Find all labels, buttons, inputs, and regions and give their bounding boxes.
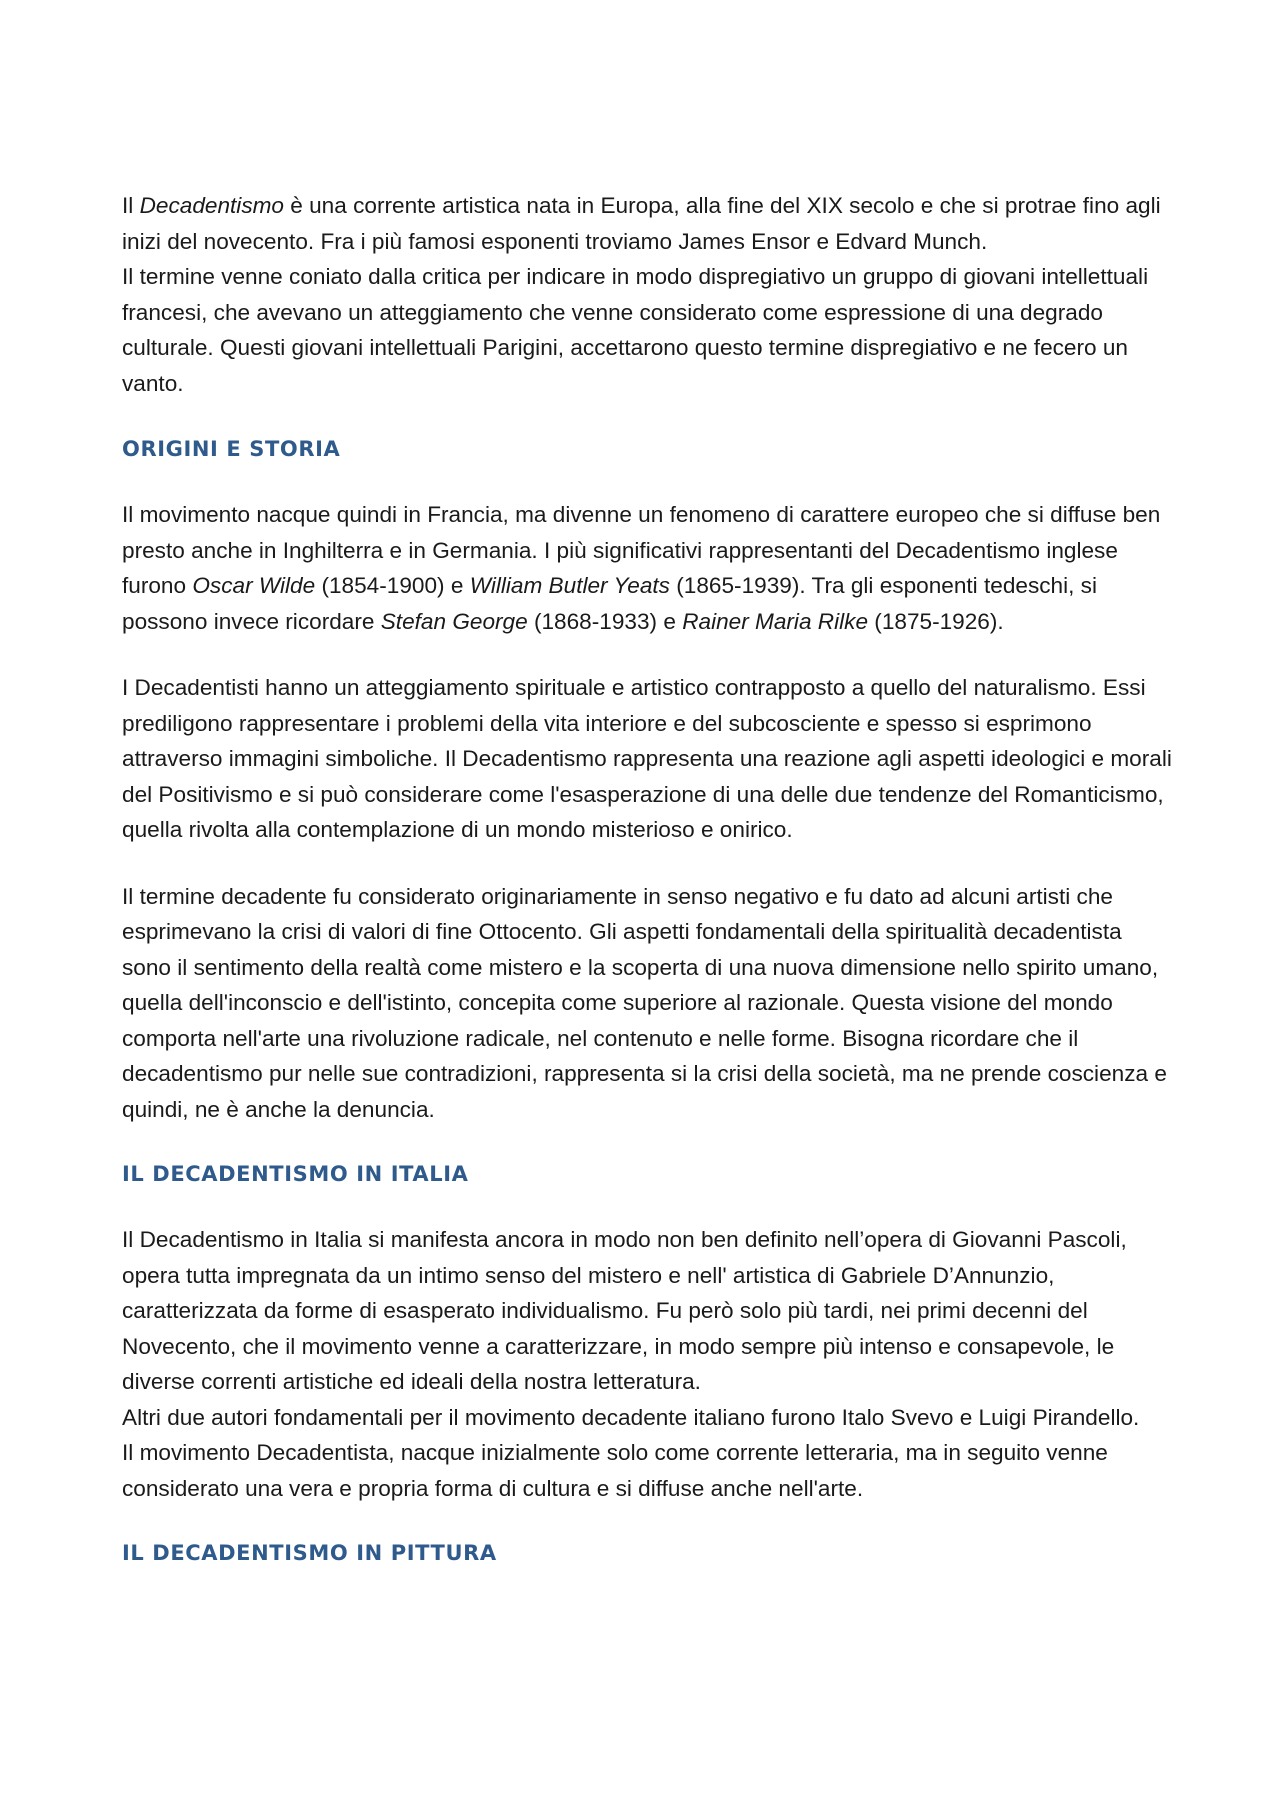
origini-text-c: (1865-1939). Tra gli esponenti tedeschi, si possono invece ricordare [122,573,1098,634]
italia-paragraph-3: Il movimento Decadentista, nacque inizialmente solo come corrente letteraria, ma in seguito venne considerato una vera e propria forma di cultura e si diffuse anche nell'arte. [122,1440,1108,1501]
origini-paragraph-3: Il termine decadente fu considerato originariamente in senso negativo e fu dato ad alcuni artisti che esprimevano la crisi di valori di fine Ottocento. Gli aspetti fondamentali della spiritualità decadentista sono il sentimento della realtà come mistero e la scoperta di una nuova dimensione nello spirito umano, quella dell'inconscio e dell'istinto, concepita come superiore al razionale. Questa visione del mondo comporta nell'arte una rivoluzione radicale, nel contenuto e nelle forme. Bisogna ricordare che il decadentismo pur nelle sue contradizioni, rappresenta si la crisi della società, ma ne prende coscienza e quindi, ne è anche la denuncia. [122,883,1167,1122]
intro-paragraph [122,188,1172,259]
italia-paragraph-1: Il Decadentismo in Italia si manifesta ancora in modo non ben definito nell’opera di Giovanni Pascoli, opera tutta impregnata da un intimo senso del mistero e nell' artistica di Gabriele D’Annunzio, caratterizzata da forme di esasperato individualismo. Fu però solo più tardi, nei primi decenni del Novecento, che il movimento venne a caratterizzare, in modo sempre più intenso e consapevole, le diverse correnti artistiche ed ideali della nostra letteratura. [122,1227,1127,1394]
origini-text-b: (1854-1900) e [315,573,470,598]
author-yeats: William Butler Yeats [469,573,670,598]
origini-text-d: (1868-1933) e [527,608,683,634]
section-heading-italia: IL DECADENTISMO IN ITALIA [122,1162,469,1186]
origini-text-a: Il movimento nacque quindi in Francia, ma divenne un fenomeno di carattere europeo che si diffuse ben presto anche in Inghilterra e in Germania. I più significativi rappresentanti del Decadentismo inglese furono [122,502,1161,598]
section-heading-pittura: IL DECADENTISMO IN PITTURA [122,1541,497,1565]
origini-paragraph-2: I Decadentisti hanno un atteggiamento spirituale e artistico contrapposto a quello del naturalismo. Essi prediligono rappresentare i problemi della vita interiore e del subcosciente e spesso si esprimono attraverso immagini simboliche. Il Decadentismo rappresenta una reazione agli aspetti ideologici e morali del Positivismo e si può considerare come l'esasperazione di una delle due tendenze del Romanticismo, quella rivolta alla contemplazione di un mondo misterioso e onirico. [122,675,1172,842]
intro-paragraph-2: Il termine venne coniato dalla critica per indicare in modo dispregiativo un gruppo di giovani intellettuali francesi, che avevano un atteggiamento che venne considerato come espressione di una degrado culturale. Questi giovani intellettuali Parigini, accettarono questo termine dispregiativo e ne fecero un vanto. [122,264,1149,396]
italia-paragraph-2: Altri due autori fondamentali per il movimento decadente italiano furono Italo Svevo e Luigi Pirandello. [122,1404,1140,1430]
section-heading-origini: ORIGINI E STORIA [122,437,341,461]
intro-text-start: Il [122,193,140,218]
origini-text-e: (1875-1926). [868,608,1004,634]
intro-text-end: è una corrente artistica nata in Europa, alla fine del XIX secolo e che si protrae fino agli inizi del novecento. Fra i più famosi esponenti troviamo James Ensor e Edvard Munch. [122,193,1161,254]
origini-paragraph-1 [122,497,1172,639]
author-george: Stefan George [380,608,528,634]
author-rilke: Rainer Maria Rilke [682,608,869,634]
document-body [122,188,1172,1571]
intro-term: Decadentismo [139,193,284,218]
author-wilde: Oscar Wilde [192,573,316,598]
